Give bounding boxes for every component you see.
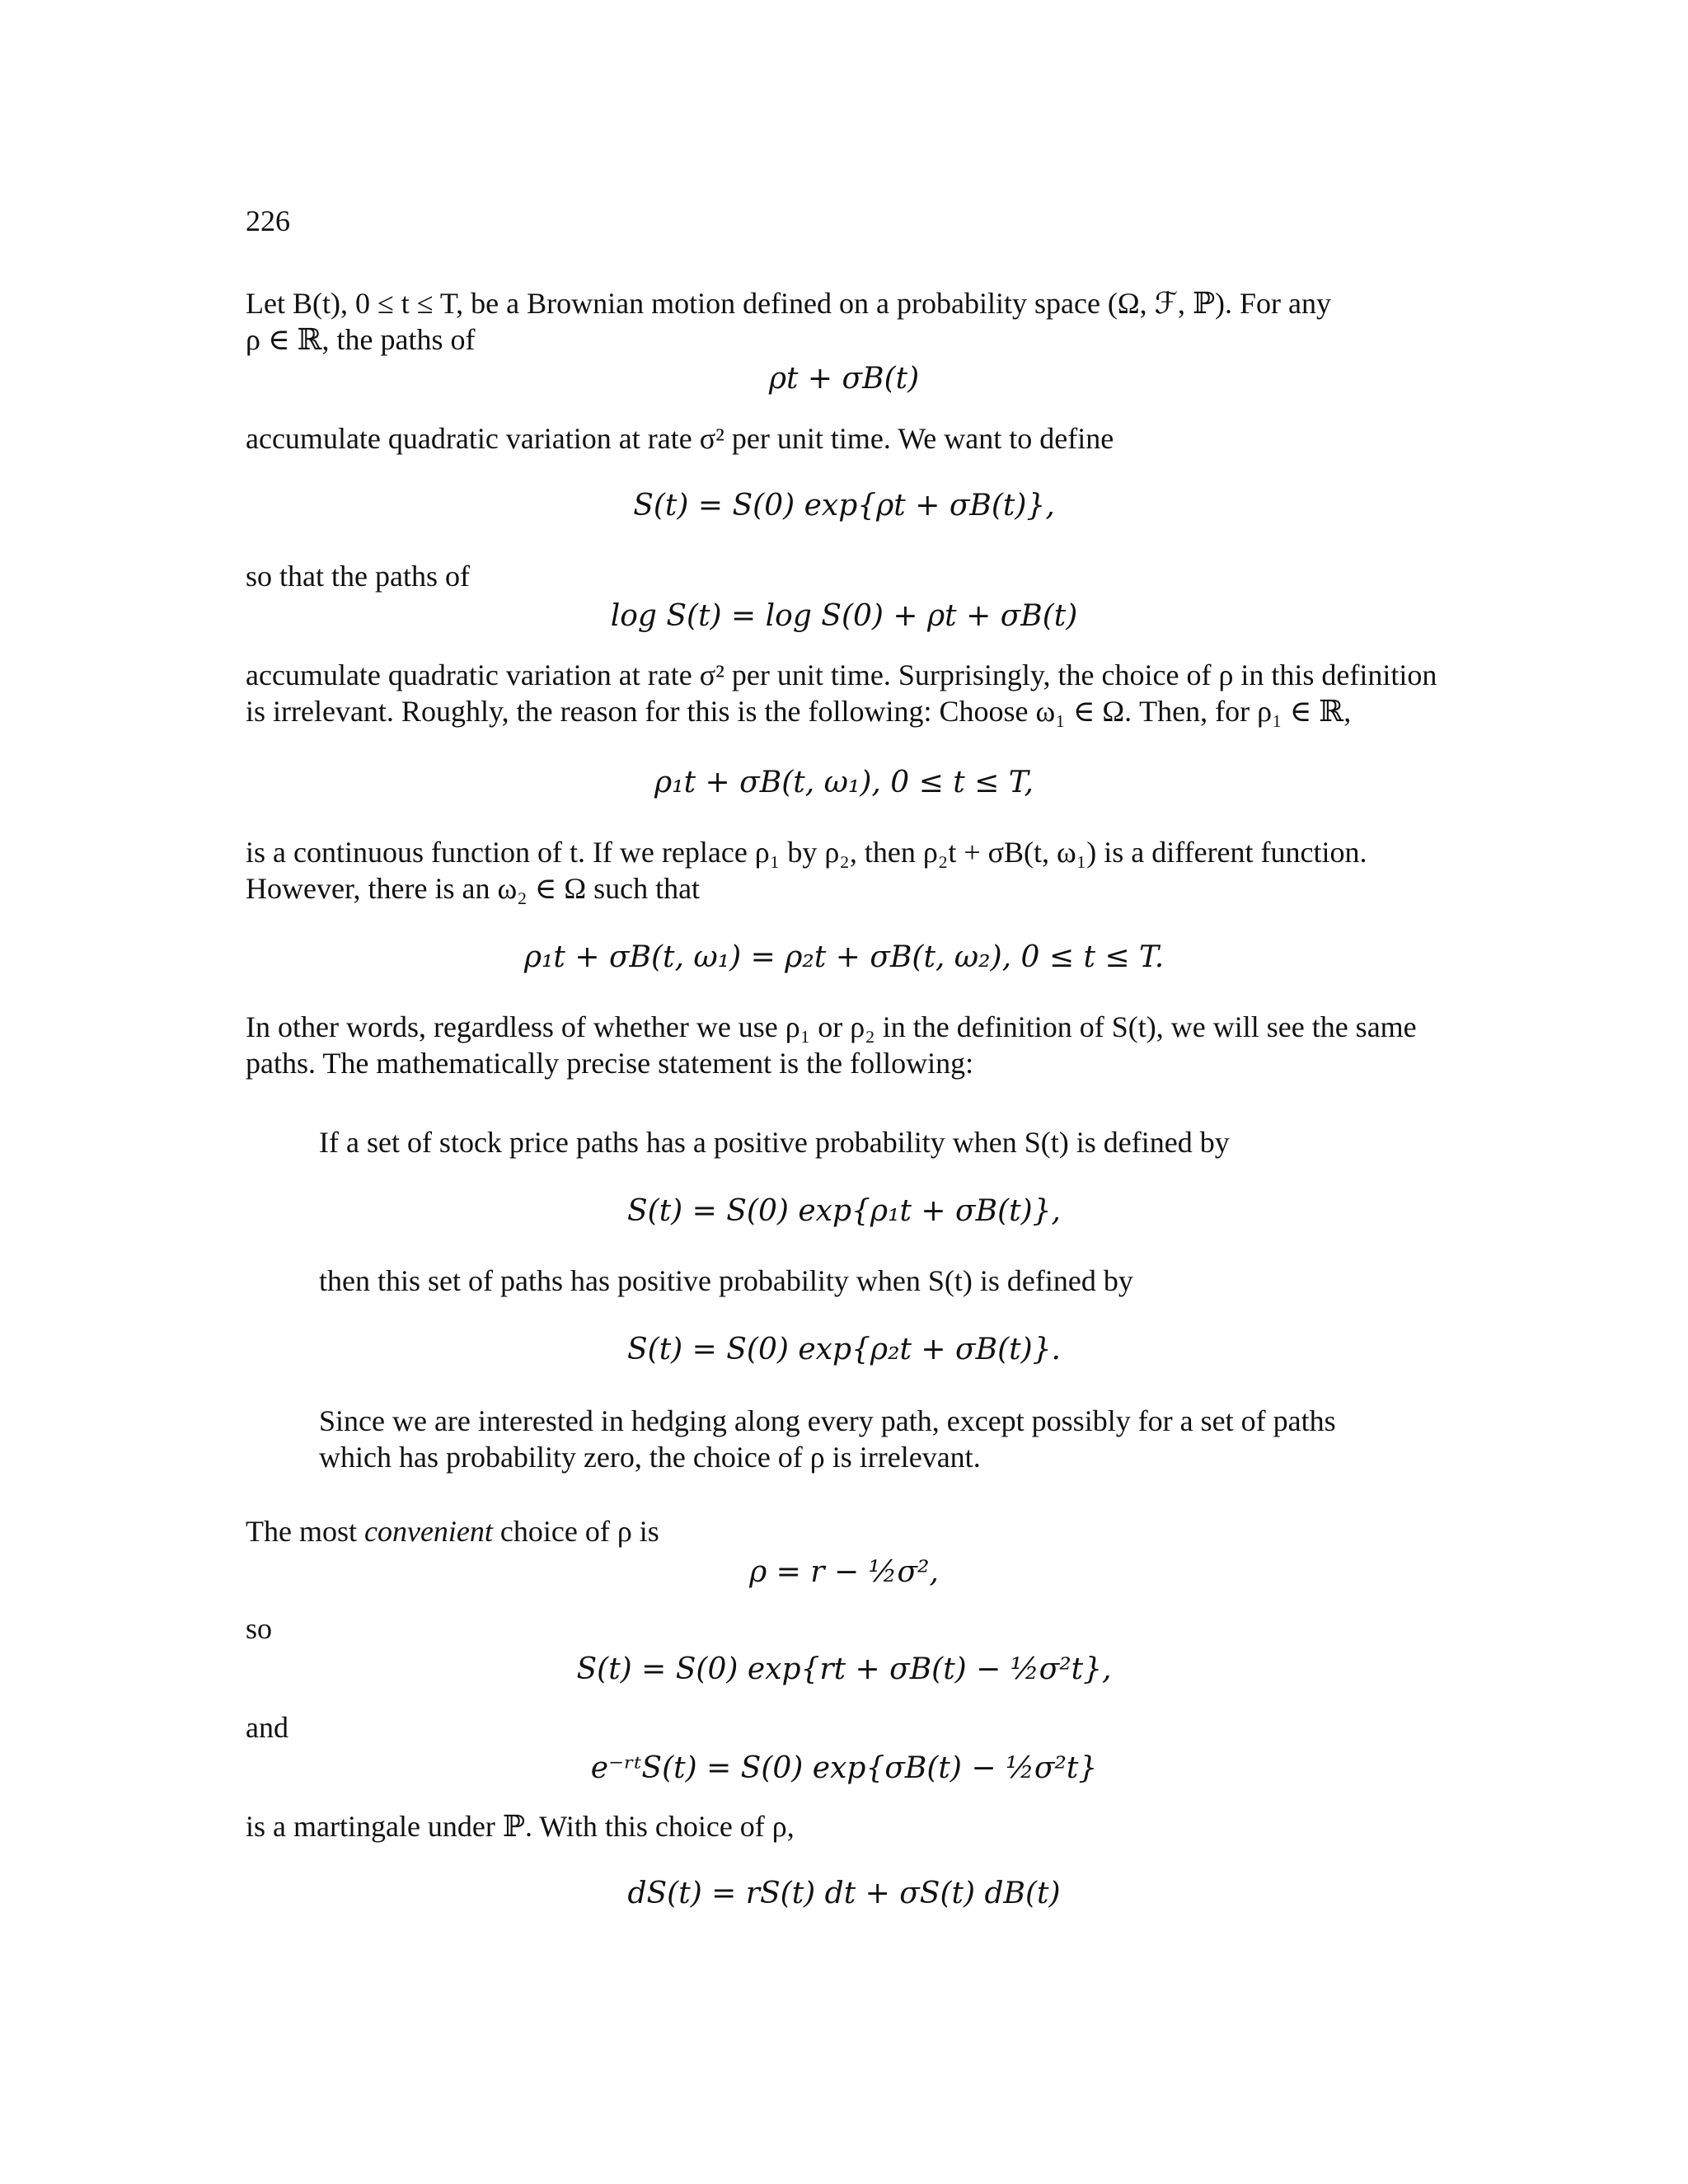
paragraph-line: ρ ∈ ℝ, the paths of	[246, 323, 476, 356]
text-run: choice of ρ is	[492, 1515, 659, 1548]
paragraph-line: In other words, regardless of whether we use ρ₁ or ρ₂ in the definition of S(t), we will see the same	[246, 1010, 1417, 1043]
paragraph-line: accumulate quadratic variation at rate σ² per unit time. We want to define	[246, 422, 1114, 455]
emphasis-text: convenient	[363, 1515, 493, 1548]
equation-stock-sde: dS(t) = rS(t) dt + σS(t) dB(t)	[627, 1877, 1061, 1910]
equation-rho-choice: ρ = r − ½σ²,	[749, 1555, 939, 1589]
equation-drift-brownian: ρt + σB(t)	[768, 362, 920, 396]
statement-line: If a set of stock price paths has a positive probability when S(t) is defined by	[319, 1126, 1230, 1159]
text-run: The most	[246, 1515, 364, 1548]
equation-stock-rt: S(t) = S(0) exp{rt + σB(t) − ½σ²t},	[576, 1652, 1112, 1686]
paragraph-line: However, there is an ω₂ ∈ Ω such that	[246, 872, 701, 905]
paragraph-line: so that the paths of	[246, 560, 470, 593]
paragraph-line: so	[246, 1612, 273, 1645]
paragraph-line: is a martingale under ℙ. With this choice of ρ,	[246, 1810, 795, 1843]
equation-stock-rho1: S(t) = S(0) exp{ρ₁t + σB(t)},	[627, 1194, 1061, 1228]
paragraph-line: Let B(t), 0 ≤ t ≤ T, be a Brownian motion defined on a probability space (Ω, ℱ, ℙ). For any	[246, 287, 1332, 320]
page-number: 226	[246, 204, 290, 237]
paragraph-line: paths. The mathematically precise statement is the following:	[246, 1047, 974, 1080]
paragraph-line	[246, 1513, 659, 1549]
paragraph-line: is a continuous function of t. If we replace ρ₁ by ρ₂, then ρ₂t + σB(t, ω₁) is a different function.	[246, 836, 1367, 869]
equation-path-omega1: ρ₁t + σB(t, ω₁), 0 ≤ t ≤ T,	[654, 766, 1034, 799]
equation-path-equivalence: ρ₁t + σB(t, ω₁) = ρ₂t + σB(t, ω₂), 0 ≤ t ≤ T.	[523, 940, 1165, 974]
equation-discounted-stock: e⁻ʳᵗS(t) = S(0) exp{σB(t) − ½σ²t}	[590, 1751, 1098, 1785]
statement-line: Since we are interested in hedging along every path, except possibly for a set of paths	[319, 1404, 1336, 1437]
paragraph-line: and	[246, 1711, 288, 1744]
equation-log-stock: log S(t) = log S(0) + ρt + σB(t)	[610, 599, 1078, 633]
paragraph-line: is irrelevant. Roughly, the reason for this is the following: Choose ω₁ ∈ Ω. Then, for ρ₁ ∈ ℝ,	[246, 695, 1352, 728]
equation-stock-definition: S(t) = S(0) exp{ρt + σB(t)},	[633, 489, 1055, 523]
statement-line: then this set of paths has positive probability when S(t) is defined by	[319, 1264, 1133, 1297]
paragraph-line: accumulate quadratic variation at rate σ² per unit time. Surprisingly, the choice of ρ in this definition	[246, 658, 1437, 691]
statement-line: which has probability zero, the choice of ρ is irrelevant.	[319, 1441, 981, 1474]
equation-stock-rho2: S(t) = S(0) exp{ρ₂t + σB(t)}.	[627, 1333, 1061, 1366]
